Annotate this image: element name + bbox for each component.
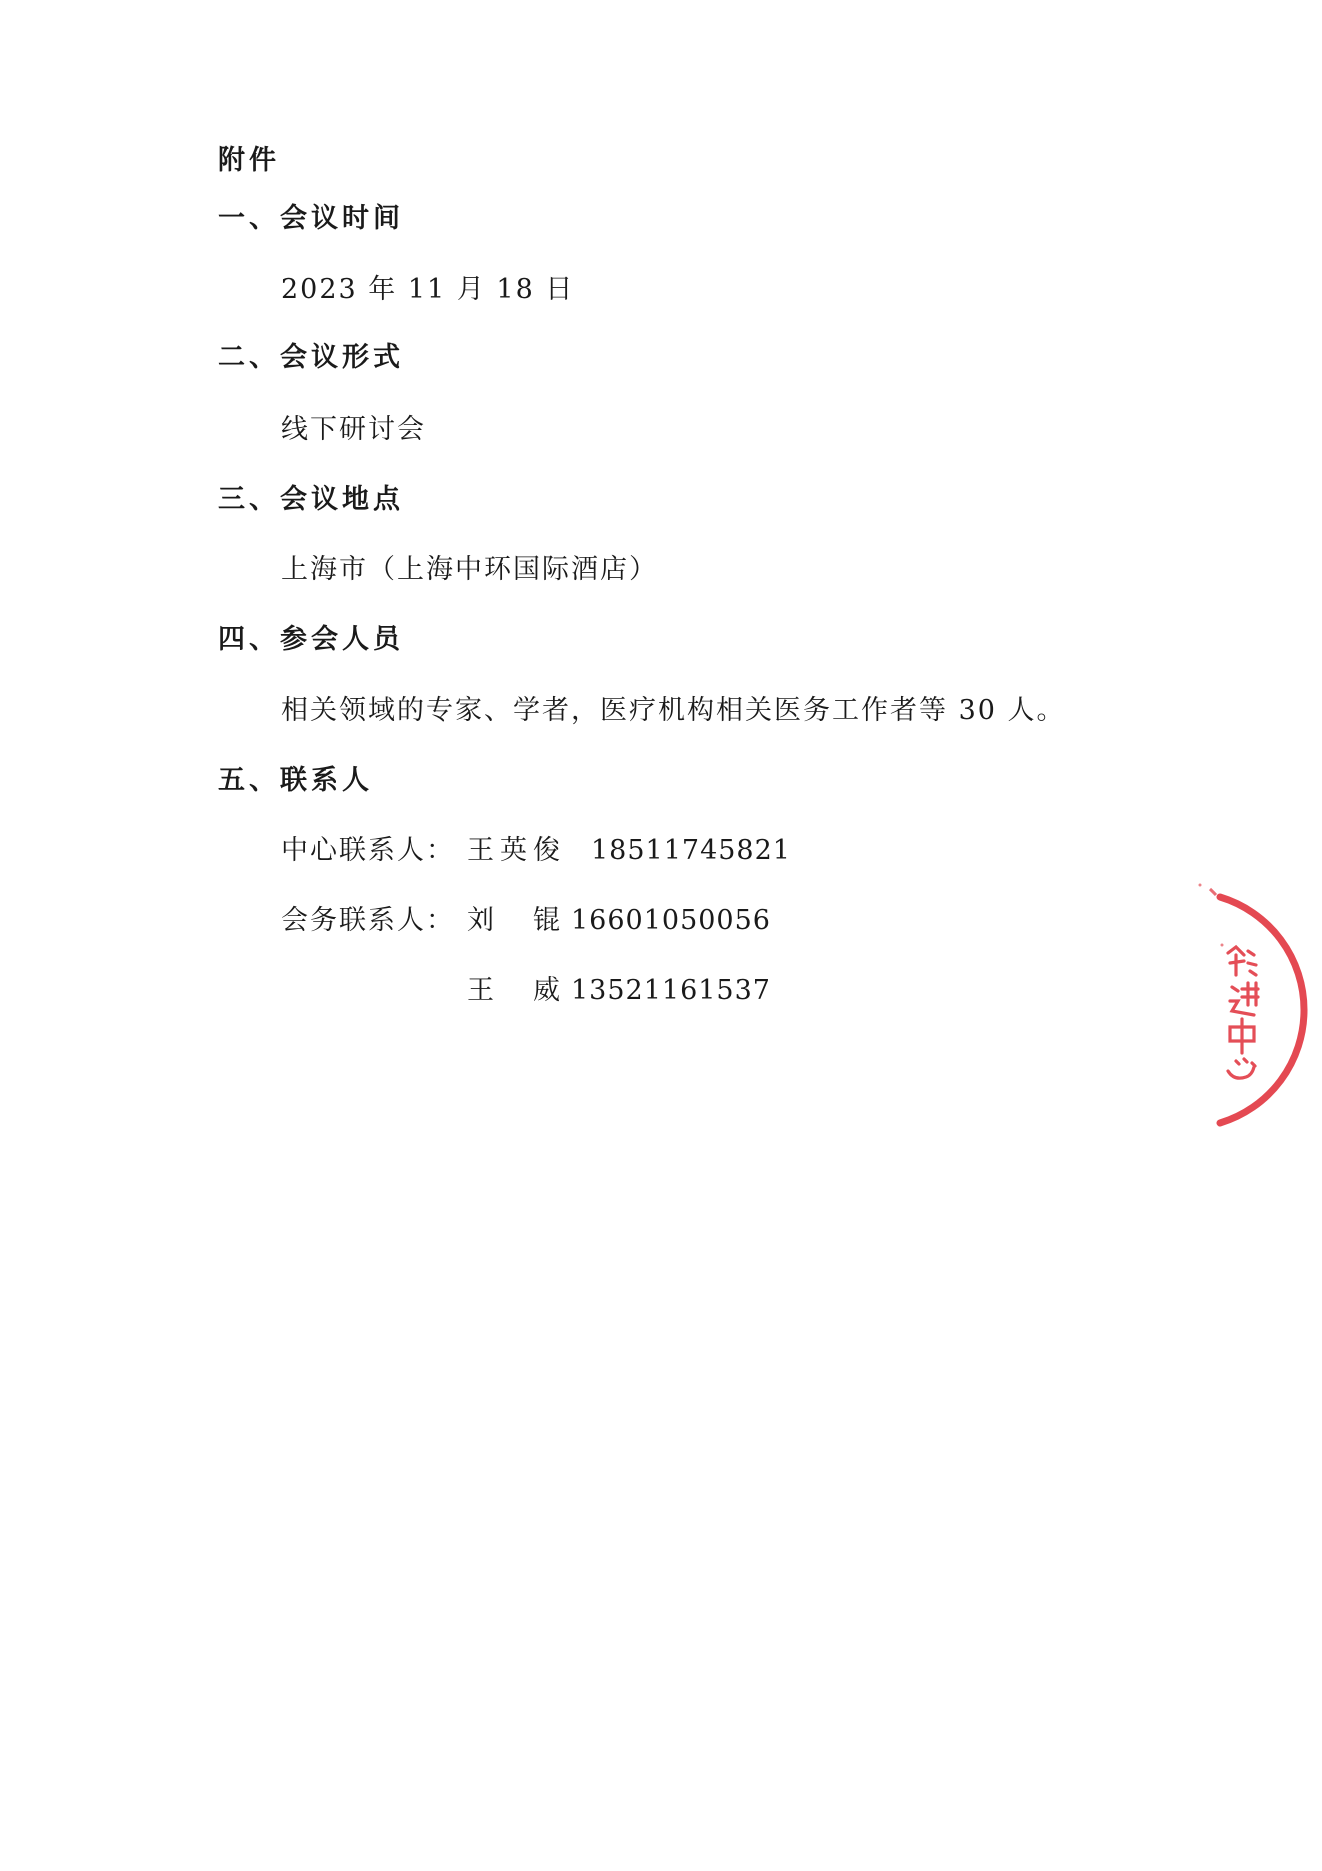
section-heading-time: 一、会议时间 [218, 203, 404, 234]
meeting-date: 2023 年 11 月 18 日 [281, 274, 575, 305]
meeting-attendees: 相关领域的专家、学者，医疗机构相关医务工作者等 30 人。 [281, 695, 1066, 726]
contact-phone: 13521161537 [571, 975, 771, 1006]
contact-row [281, 903, 771, 939]
contact-row [281, 973, 771, 1009]
contact-phone: 18511745821 [591, 835, 791, 866]
contact-name: 王英俊 [467, 835, 566, 866]
section-heading-contacts: 五、联系人 [218, 765, 373, 796]
contact-name: 王 威 [467, 975, 566, 1006]
official-seal-stamp [1170, 875, 1310, 1135]
contact-row [281, 833, 791, 869]
meeting-format: 线下研讨会 [281, 414, 426, 445]
contact-label: 中心联系人： [281, 835, 455, 866]
contact-phone: 16601050056 [571, 905, 771, 936]
contact-name: 刘 锟 [467, 905, 566, 936]
contact-label: 会务联系人： [281, 905, 455, 936]
section-heading-location: 三、会议地点 [218, 484, 404, 515]
meeting-location: 上海市（上海中环国际酒店） [281, 554, 658, 585]
section-heading-format: 二、会议形式 [218, 342, 404, 373]
section-heading-attendees: 四、参会人员 [218, 624, 404, 655]
attachment-label: 附件 [218, 145, 280, 176]
seal-graphic [1170, 875, 1310, 1135]
